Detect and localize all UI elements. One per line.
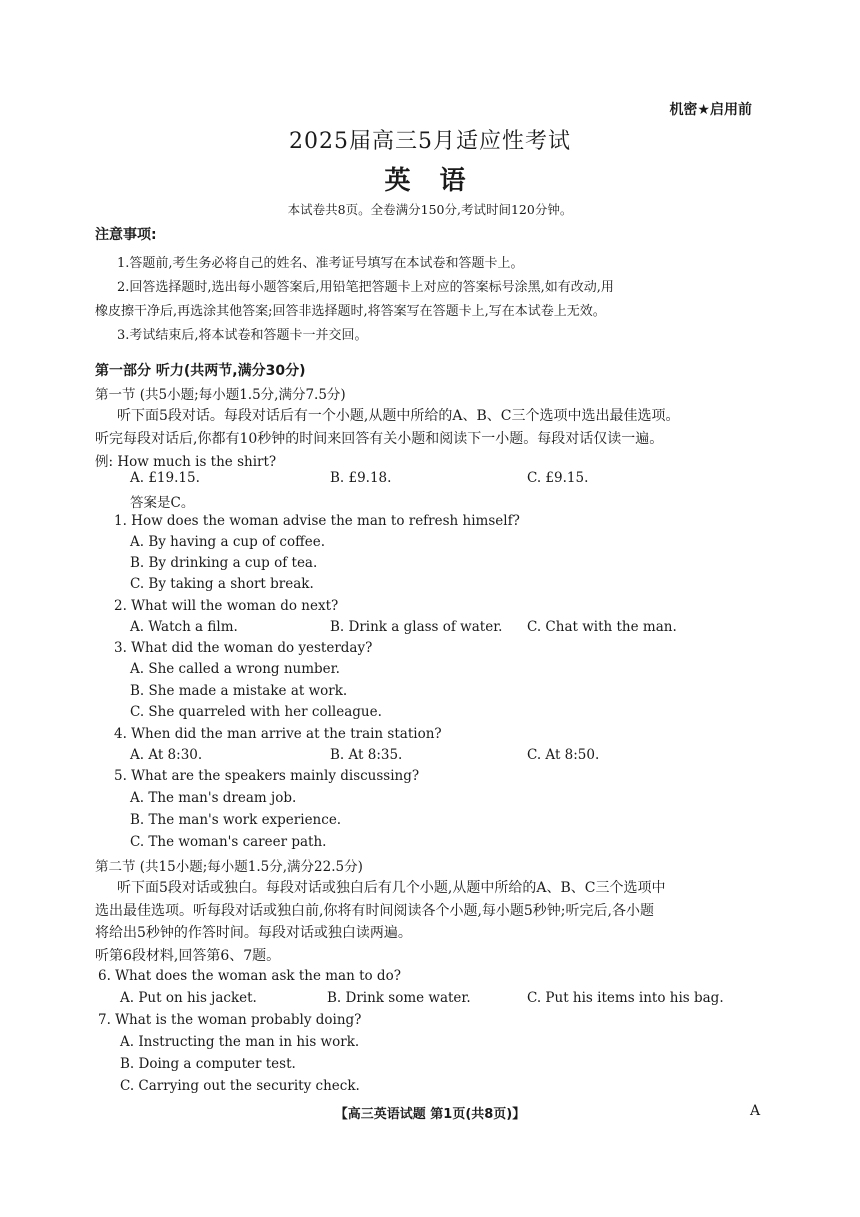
exam-info: 本试卷共8页。全卷满分150分,考试时间120分钟。 — [287, 202, 573, 217]
q2-stem: 2. What will the woman do next? — [114, 598, 339, 614]
q7-option-c: C. Carrying out the security check. — [120, 1078, 360, 1094]
example-option-c: C. £9.15. — [527, 470, 589, 486]
q3-option-c: C. She quarreled with her colleague. — [130, 704, 382, 720]
material-6-heading: 听第6段材料,回答第6、7题。 — [95, 948, 281, 964]
q2-option-c: C. Chat with the man. — [527, 619, 677, 635]
q7-option-a: A. Instructing the man in his work. — [120, 1034, 360, 1050]
section1-instruction: 听下面5段对话。每段对话后有一个小题,从题中所给的A、B、C三个选项中选出最佳选项。 — [117, 408, 680, 424]
notice-heading: 注意事项: — [95, 227, 157, 243]
confidential-mark: 机密★启用前 — [669, 102, 752, 118]
q3-option-b: B. She made a mistake at work. — [130, 683, 348, 699]
example-answer: 答案是C。 — [130, 495, 195, 511]
q5-option-b: B. The man's work experience. — [130, 812, 342, 828]
q1-stem: 1. How does the woman advise the man to refresh himself? — [114, 513, 520, 529]
q7-stem: 7. What is the woman probably doing? — [98, 1012, 362, 1028]
q5-option-c: C. The woman's career path. — [130, 834, 327, 850]
notice-item-2-cont: 橡皮擦干净后,再选涂其他答案;回答非选择题时,将答案写在答题卡上,写在本试卷上无效。 — [95, 304, 606, 319]
page-footer: 【高三英语试题 第1页(共8页)】 — [334, 1107, 526, 1122]
subject-title: 英 语 — [384, 166, 476, 196]
q6-option-a: A. Put on his jacket. — [120, 990, 257, 1006]
q5-stem: 5. What are the speakers mainly discussing? — [114, 768, 420, 784]
example-option-a: A. £19.15. — [130, 470, 200, 486]
paper-version: A — [750, 1103, 761, 1119]
section1-heading: 第一节 (共5小题;每小题1.5分,满分7.5分) — [95, 387, 346, 403]
q7-option-b: B. Doing a computer test. — [120, 1056, 296, 1072]
q3-stem: 3. What did the woman do yesterday? — [114, 640, 373, 656]
exam-title: 2025届高三5月适应性考试 — [289, 129, 571, 154]
notice-item-1: 1.答题前,考生务必将自己的姓名、准考证号填写在本试卷和答题卡上。 — [117, 256, 524, 271]
q6-option-b: B. Drink some water. — [327, 990, 471, 1006]
section2-instruction-cont-2: 将给出5秒钟的作答时间。每段对话或独白读两遍。 — [95, 925, 412, 941]
section2-instruction-cont-1: 选出最佳选项。听每段对话或独白前,你将有时间阅读各个小题,每小题5秒钟;听完后,各小题 — [95, 903, 654, 919]
notice-item-2: 2.回答选择题时,选出每小题答案后,用铅笔把答题卡上对应的答案标号涂黑,如有改动,用 — [117, 280, 614, 295]
q3-option-a: A. She called a wrong number. — [130, 661, 340, 677]
q4-option-a: A. At 8:30. — [130, 747, 203, 763]
section2-instruction: 听下面5段对话或独白。每段对话或独白后有几个小题,从题中所给的A、B、C三个选项中 — [117, 880, 666, 896]
section2-heading: 第二节 (共15小题;每小题1.5分,满分22.5分) — [95, 859, 363, 875]
q2-option-a: A. Watch a film. — [130, 619, 238, 635]
example-option-b: B. £9.18. — [330, 470, 392, 486]
q1-option-c: C. By taking a short break. — [130, 576, 314, 592]
section1-instruction-cont: 听完每段对话后,你都有10秒钟的时间来回答有关小题和阅读下一小题。每段对话仅读一遍。 — [95, 431, 664, 447]
q2-option-b: B. Drink a glass of water. — [330, 619, 503, 635]
q6-option-c: C. Put his items into his bag. — [527, 990, 724, 1006]
q6-stem: 6. What does the woman ask the man to do? — [98, 968, 401, 984]
q4-stem: 4. When did the man arrive at the train station? — [114, 726, 442, 742]
q5-option-a: A. The man's dream job. — [130, 790, 297, 806]
example-question: 例: How much is the shirt? — [95, 454, 277, 470]
q4-option-b: B. At 8:35. — [330, 747, 403, 763]
q1-option-a: A. By having a cup of coffee. — [130, 534, 325, 550]
q1-option-b: B. By drinking a cup of tea. — [130, 555, 318, 571]
part1-heading: 第一部分 听力(共两节,满分30分) — [95, 363, 306, 379]
q4-option-c: C. At 8:50. — [527, 747, 600, 763]
notice-item-3: 3.考试结束后,将本试卷和答题卡一并交回。 — [117, 328, 368, 343]
